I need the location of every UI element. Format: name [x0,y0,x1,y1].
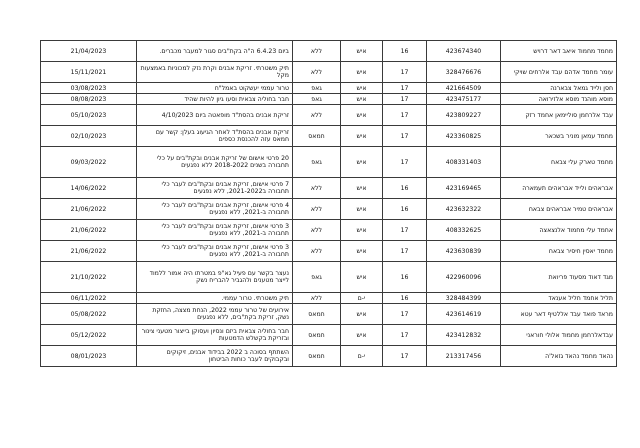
prisoner-table [40,40,617,367]
date-cell: 05/10/2023 [41,105,137,126]
name-cell: מוסא מוהנד מוסא אלזירואה [501,94,617,105]
table-row [41,262,617,293]
name-cell: מחמד עמאן מוניר בשכאר [501,126,617,147]
id-cell: 423632322 [427,199,501,220]
age-cell: 17 [383,126,427,147]
table-row [41,293,617,304]
age-cell: 16 [383,199,427,220]
gender-cell: י-ם [341,346,383,367]
name-cell: מחמד מחמוד איאב דאר דרויש [501,41,617,62]
name-cell: מחמד טארק עלי צבאח [501,147,617,178]
age-cell: 17 [383,147,427,178]
affiliation-cell: ללא [293,41,341,62]
date-cell: 05/08/2022 [41,304,137,325]
offense-cell: חבר בחוליה צבאית וסעו גיון להיות שהיד [137,94,293,105]
age-cell: 17 [383,241,427,262]
name-cell: אחמד עלי מחמוד אלנצאצה [501,220,617,241]
affiliation-cell: חמאס [293,126,341,147]
age-cell: 17 [383,304,427,325]
gender-cell: איש [341,220,383,241]
id-cell: 423674340 [427,41,501,62]
age-cell: 17 [383,83,427,94]
name-cell: אבראהים ולייד אבראהים תעמארה [501,178,617,199]
table-row [41,94,617,105]
offense-cell: תיק משטרתי. זריקת אבנים וקרת נזק למכוניות באמצעות מקל [137,62,293,83]
affiliation-cell: גאפ [293,83,341,94]
affiliation-cell: ללא [293,220,341,241]
offense-cell: אירועים של טרור עממי 2022, הנחת מצצה, החזקת נשק, זריקת בקת"בים, ללא נפגעים [137,304,293,325]
affiliation-cell: חמאס [293,346,341,367]
gender-cell: איש [341,199,383,220]
gender-cell: איש [341,126,383,147]
table-row [41,346,617,367]
gender-cell: איש [341,304,383,325]
table-row [41,304,617,325]
name-cell: מראד פואד עבד אללטיף דאר עטא [501,304,617,325]
age-cell: 17 [383,220,427,241]
date-cell: 21/06/2022 [41,199,137,220]
age-cell: 17 [383,325,427,346]
offense-cell: טרור עממי יעשקוט באמל"ח [137,83,293,94]
id-cell: 328484399 [427,293,501,304]
date-cell: 02/10/2023 [41,126,137,147]
id-cell: 422960096 [427,262,501,293]
date-cell: 21/10/2022 [41,262,137,293]
id-cell: 408331403 [427,147,501,178]
id-cell: 408332625 [427,220,501,241]
table-row [41,62,617,83]
table-row [41,199,617,220]
offense-cell: זריקת אבנים בהסת"ד מופאטה ביום 4/10/2023 [137,105,293,126]
gender-cell: איש [341,83,383,94]
gender-cell: איש [341,94,383,105]
table-row [41,178,617,199]
age-cell: 16 [383,178,427,199]
age-cell: 17 [383,94,427,105]
name-cell: עבדאלרחמן מחמוד אלולי חוראני [501,325,617,346]
id-cell: 423614619 [427,304,501,325]
age-cell: 16 [383,41,427,62]
affiliation-cell: גאפ [293,262,341,293]
date-cell: 21/06/2022 [41,241,137,262]
id-cell: 423475177 [427,94,501,105]
offense-cell: תיק משטרתי. טרור עממי. [137,293,293,304]
table-row [41,241,617,262]
name-cell: עומר מחמד אדהם עבד אלרחים שויקי [501,62,617,83]
affiliation-cell: חמאס [293,304,341,325]
offense-cell: חבר בחוליה צבאית ביזם ונסיון ועסוקן בייצור מטעני צינור ובזריקת בקשלש הדמטעות [137,325,293,346]
table-row [41,220,617,241]
gender-cell: איש [341,147,383,178]
affiliation-cell: גאפ [293,147,341,178]
id-cell: 328476676 [427,62,501,83]
gender-cell: איש [341,325,383,346]
gender-cell: איש [341,62,383,83]
date-cell: 09/03/2022 [41,147,137,178]
id-cell: 421664509 [427,83,501,94]
name-cell: עבד אלרחמן סוליימאן אחמד רזק [501,105,617,126]
date-cell: 06/11/2022 [41,293,137,304]
offense-cell: נעצר בקשר עם פעיל גא"פ במטרתו היה אמור ללמוד לייצר מטענים ולהגביר להבריח נשק [137,262,293,293]
offense-cell: 7 פרטי אישום, זריקת אבנים ובקת"בים לעבר כלי תחבורה ב2021-2022, ללא נפגעים [137,178,293,199]
gender-cell: איש [341,241,383,262]
age-cell: 17 [383,105,427,126]
table-row [41,41,617,62]
table-row [41,325,617,346]
offense-cell: השתתף בסוכה ב 2022 בבידוד אבנים, זיקוקים ובקבוקים לעבר כוחות הביטחון [137,346,293,367]
offense-cell: 4 פרטי אישום, זריקת אבנים ובקת"בים לעבר כלי תחבורה ב-2021, ללא נפגעים [137,199,293,220]
name-cell: תליל אחמד חליל אענאד [501,293,617,304]
age-cell: 17 [383,62,427,83]
name-cell: נהאד מחמד נהאד גזאל'ה [501,346,617,367]
affiliation-cell: גאפ [293,94,341,105]
date-cell: 05/12/2022 [41,325,137,346]
age-cell: 16 [383,262,427,293]
table-row [41,105,617,126]
age-cell: 17 [383,346,427,367]
name-cell: מחמד יאסין חיסיר צבאח [501,241,617,262]
table-row [41,126,617,147]
date-cell: 08/08/2023 [41,94,137,105]
offense-cell: זריקת אבנים בהסת"ד לאחר הגיעוג בעלן: קשר עם חמאס עזה להכנסת כספים [137,126,293,147]
date-cell: 14/06/2022 [41,178,137,199]
date-cell: 21/06/2022 [41,220,137,241]
id-cell: 423809227 [427,105,501,126]
offense-cell: 3 פרטי אישום, זריקת אבנים ובקת"בים לעבר כלי תחבורה ב-2021, ללא נפגעים [137,220,293,241]
offense-cell: 3 פרטי אישום, זריקת אבנים ובקת"בים לעבר כלי תחבורה ב-2021, ללא נפגעים [137,241,293,262]
age-cell: 16 [383,293,427,304]
affiliation-cell: ללא [293,241,341,262]
offense-cell: 20 פרטי אישום של זריקת אבנים ובקת"בים על כלי תחבורה בשנים 2018-2022 ללא נפגעים [137,147,293,178]
name-cell: מגד דאוד מסעוד פריואת [501,262,617,293]
affiliation-cell: ללא [293,199,341,220]
table-row [41,147,617,178]
table-row [41,83,617,94]
id-cell: 423630839 [427,241,501,262]
gender-cell: איש [341,178,383,199]
affiliation-cell: ללא [293,293,341,304]
id-cell: 423412832 [427,325,501,346]
offense-cell: ביום 6.4.23 ה"ה בקת"בים סגור למעבר מכברים. [137,41,293,62]
gender-cell: איש [341,41,383,62]
date-cell: 15/11/2021 [41,62,137,83]
date-cell: 03/08/2023 [41,83,137,94]
affiliation-cell: ללא [293,178,341,199]
affiliation-cell: חמאס [293,325,341,346]
affiliation-cell: ללא [293,62,341,83]
name-cell: חסן ולייד גמאל צבארנה [501,83,617,94]
gender-cell: איש [341,262,383,293]
date-cell: 21/04/2023 [41,41,137,62]
affiliation-cell: ללא [293,105,341,126]
id-cell: 423169465 [427,178,501,199]
date-cell: 08/01/2023 [41,346,137,367]
id-cell: 213317456 [427,346,501,367]
id-cell: 423360825 [427,126,501,147]
name-cell: אבראהים טמיר אבראהים צבאח [501,199,617,220]
gender-cell: איש [341,105,383,126]
gender-cell: י-ם [341,293,383,304]
